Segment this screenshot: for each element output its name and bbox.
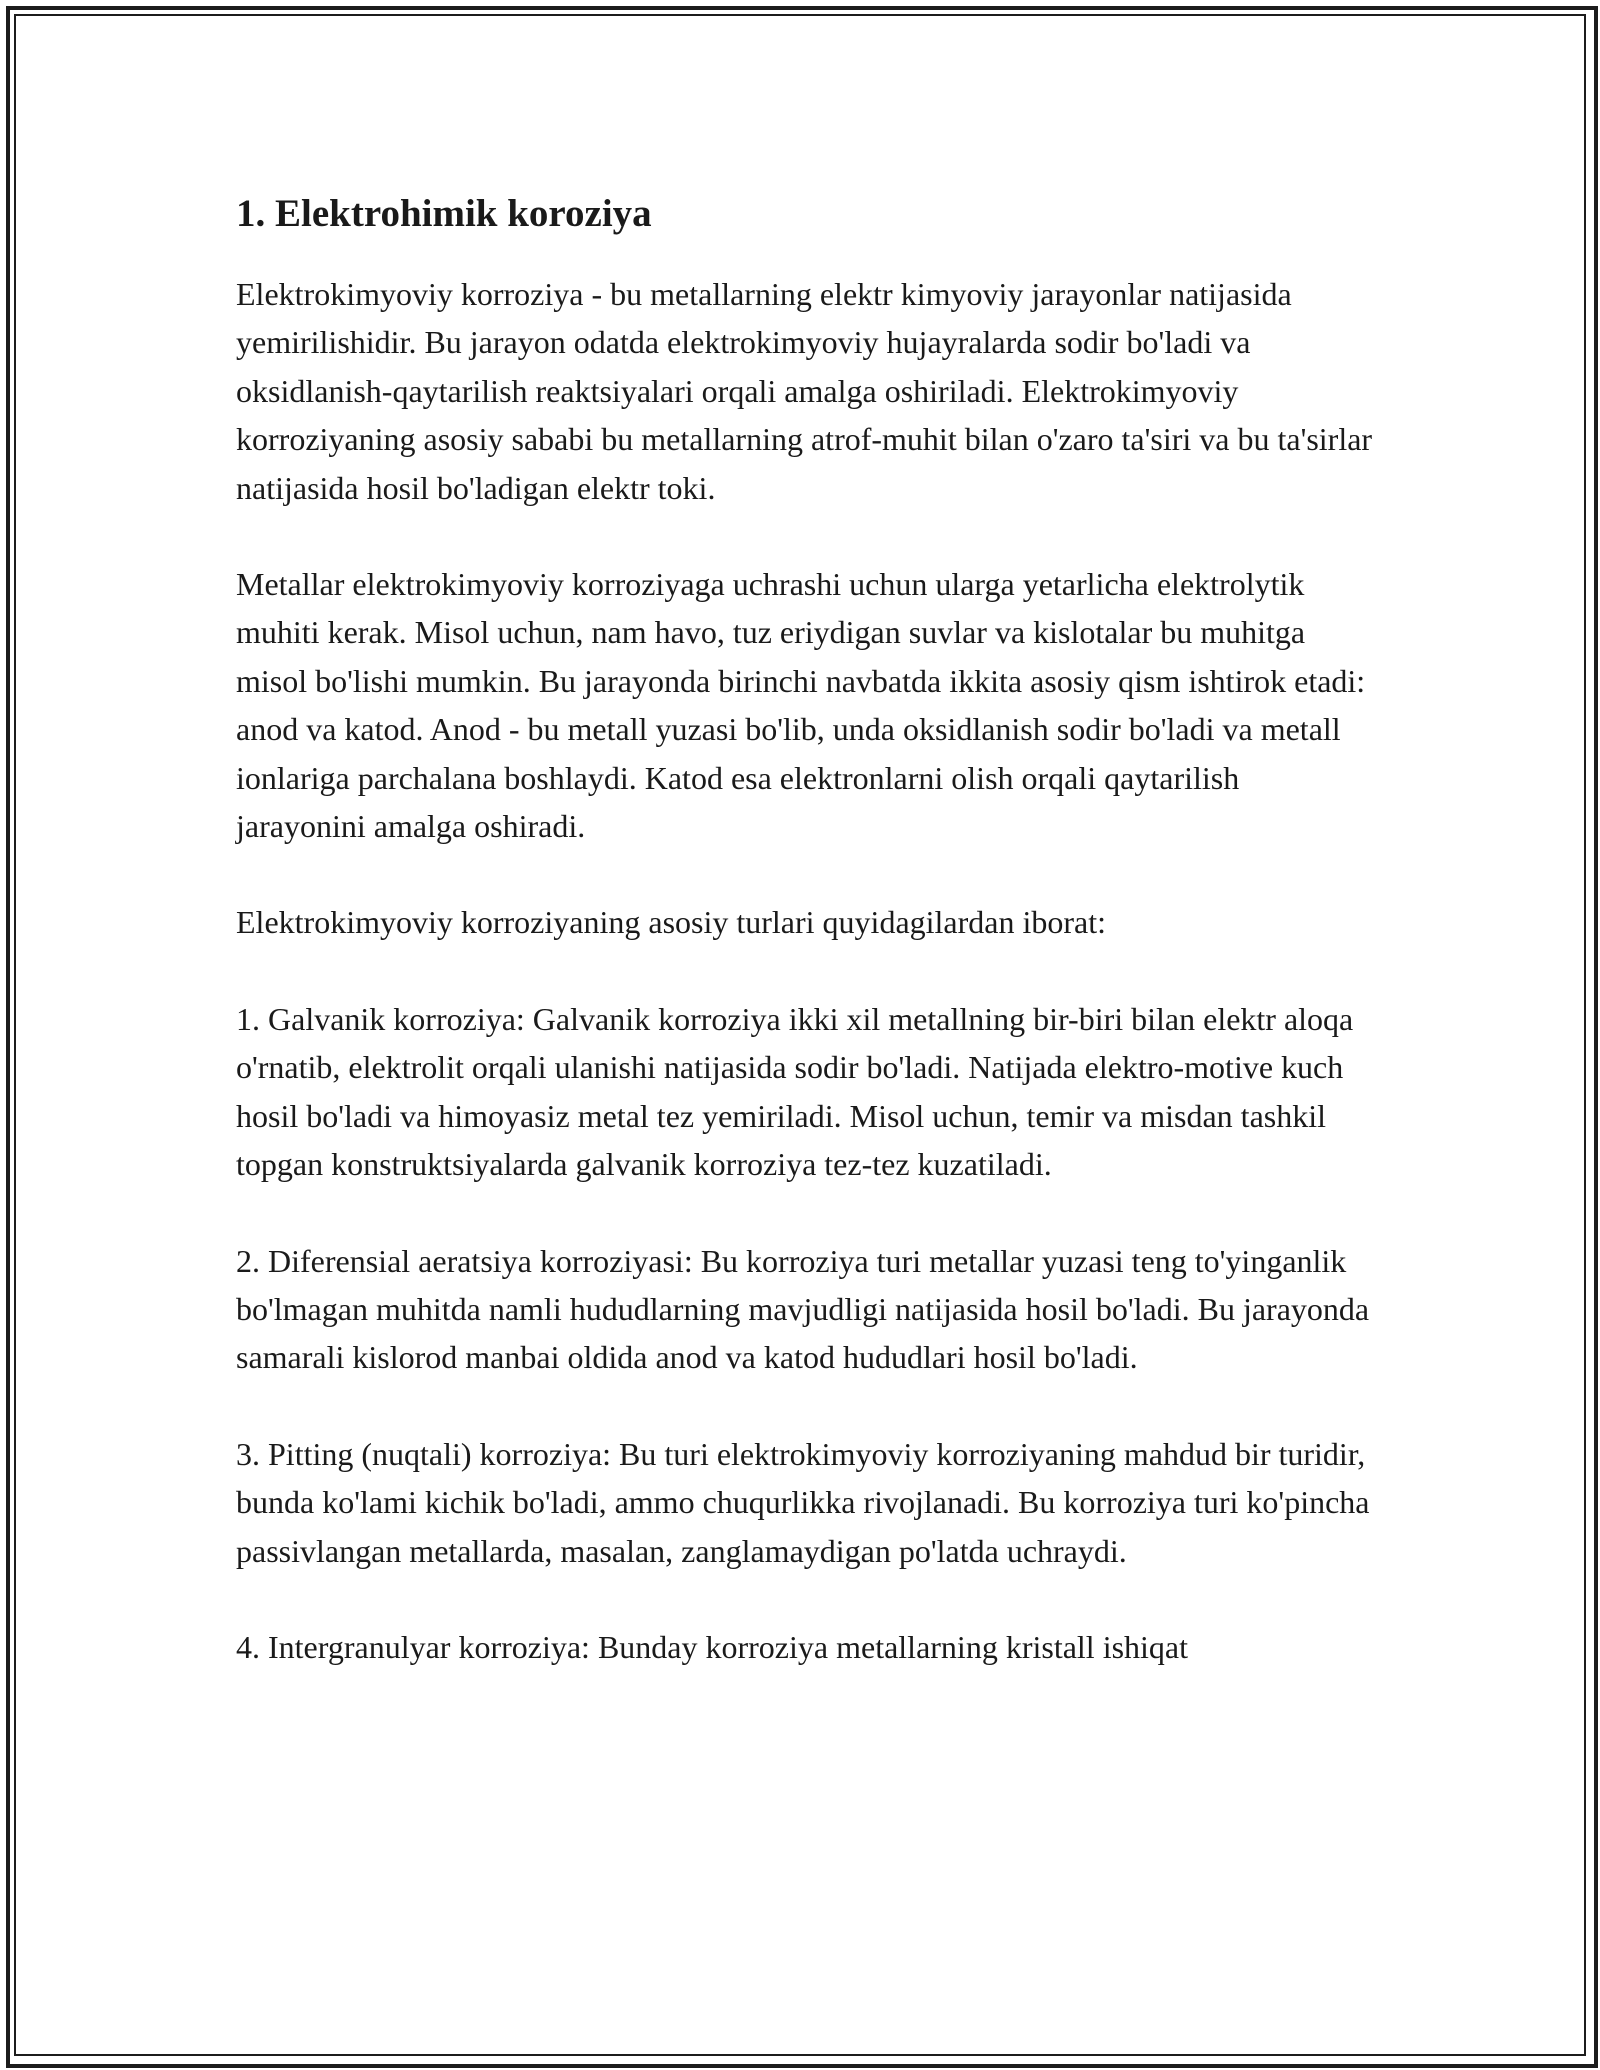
document-body [236, 186, 1376, 1719]
paragraph-intergranular: 4. Intergranulyar korroziya: Bunday korroziya metallarning kristall ishiqat [236, 1628, 1189, 1665]
section-heading: 1. Elektrohimik koroziya [236, 192, 652, 235]
paragraph-electrolyte: Metallar elektrokimyoviy korroziyaga uchrashi uchun ularga yetarlicha elektrolytik muhiti kerak. Misol uchun, nam havo, tuz eriydigan suvlar va kislotalar bu muhitga misol bo'lishi mumkin. Bu jarayonda birinchi navbatda ikkita asosiy qism ishtirok etadi: anod va katod. Anod - bu metall yuzasi bo'lib, unda oksidlanish sodir bo'ladi va metall ionlariga parchalana boshlaydi. Katod esa elektronlarni olish orqali qaytarilish jarayonini amalga oshiradi. [236, 566, 1366, 845]
paragraph-types-intro: Elektrokimyoviy korroziyaning asosiy turlari quyidagilardan iborat: [236, 904, 1107, 941]
paragraph-definition: Elektrokimyoviy korroziya - bu metallarning elektr kimyoviy jarayonlar natijasida yemirilishidir. Bu jarayon odatda elektrokimyoviy hujayralarda sodir bo'ladi va oksidlanish-qaytarilish reaktsiyalari orqali amalga oshiriladi. Elektrokimyoviy korroziyaning asosiy sababi bu metallarning atrof-muhit bilan o'zaro ta'siri va bu ta'sirlar natijasida hosil bo'ladigan elektr toki. [236, 276, 1373, 506]
paragraph-differential-aeration: 2. Diferensial aeratsiya korroziyasi: Bu korroziya turi metallar yuzasi teng to'yinganlik bo'lmagan muhitda namli hududlarning mavjudligi natijasida hosil bo'ladi. Bu jarayonda samarali kislorod manbai oldida anod va katod hududlari hosil bo'ladi. [236, 1242, 1370, 1376]
paragraph-pitting: 3. Pitting (nuqtali) korroziya: Bu turi elektrokimyoviy korroziyaning mahdud bir turidir, bunda ko'lami kichik bo'ladi, ammo chuqurlikka rivojlanadi. Bu korroziya turi ko'pincha passivlangan metallarda, masalan, zanglamaydigan po'latda uchraydi. [236, 1435, 1370, 1569]
paragraph-galvanic: 1. Galvanik korroziya: Galvanik korroziya ikki xil metallning bir-biri bilan elektr aloqa o'rnatib, elektrolit orqali ulanishi natijasida sodir bo'ladi. Natijada elektro-motive kuch hosil bo'ladi va himoyasiz metal tez yemiriladi. Misol uchun, temir va misdan tashkil topgan konstruktsiyalarda galvanik korroziya tez-tez kuzatiladi. [236, 1000, 1354, 1183]
